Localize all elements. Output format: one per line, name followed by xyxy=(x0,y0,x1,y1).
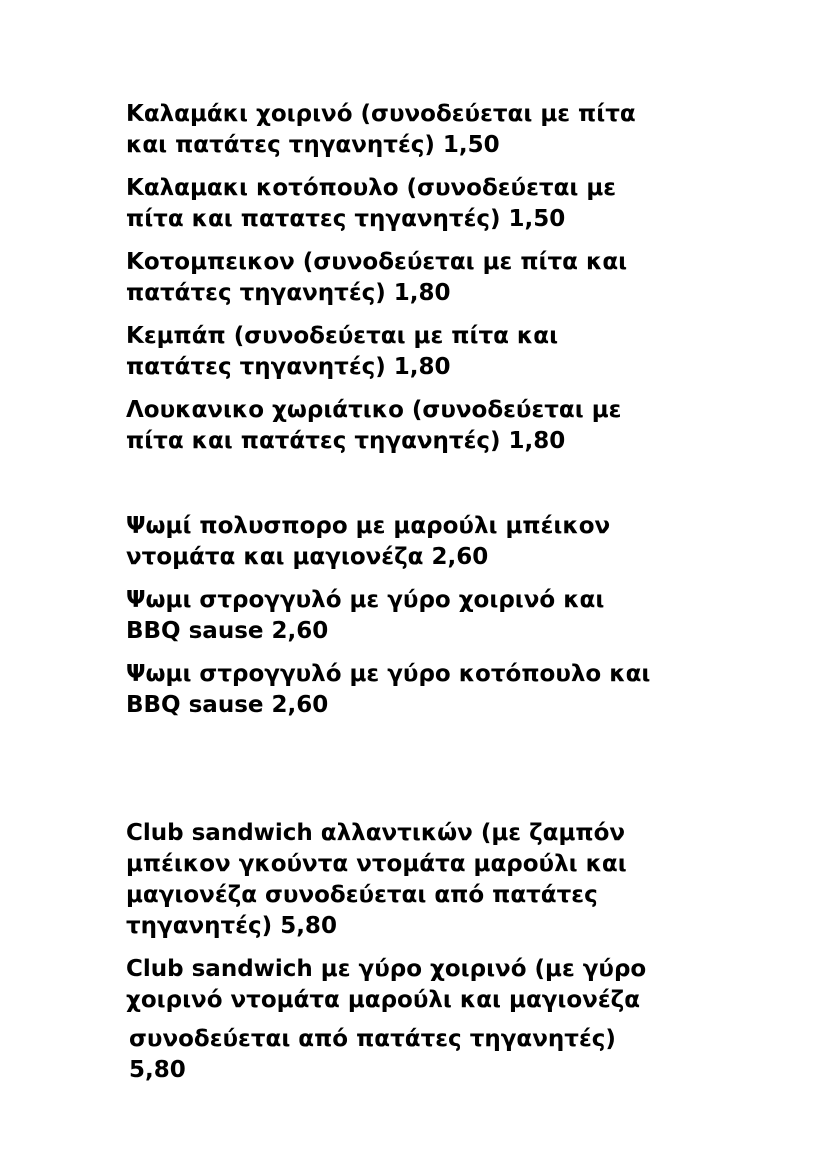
menu-item-kalamaki-chicken: Καλαμακι κοτόπουλο (συνοδεύεται με πίτα και πατατες τηγανητές) 1,50 xyxy=(126,175,617,232)
menu-item-round-bread-gyro-pork: Ψωμι στρογγυλό με γύρο χοιρινό και BBQ sause 2,60 xyxy=(126,587,605,644)
menu-item-round-bread-gyro-chicken: Ψωμι στρογγυλό με γύρο κοτόπουλο και BBQ sause 2,60 xyxy=(126,661,651,718)
menu-item-club-sandwich-gyro-pork: Club sandwich με γύρο χοιρινό (με γύρο χοιρινό ντομάτα μαρούλι και μαγιονέζα xyxy=(126,956,647,1013)
menu-item-multigrain-bread: Ψωμί πολυσπορο με μαρούλι μπέικον ντομάτα και μαγιονέζα 2,60 xyxy=(126,513,611,570)
menu-item-club-sandwich-cold-cuts: Club sandwich αλλαντικών (με ζαμπόν μπέικον γκούντα ντομάτα μαρούλι και μαγιονέζα συνοδεύεται από πατάτες τηγανητές) 5,80 xyxy=(126,820,627,939)
menu-item-kalamaki-pork: Καλαμάκι χοιρινό (συνοδεύεται με πίτα και πατάτες τηγανητές) 1,50 xyxy=(126,101,636,158)
menu-item-village-sausage: Λουκανικο χωριάτικο (συνοδεύεται με πίτα και πατάτες τηγανητές) 1,80 xyxy=(126,397,622,454)
menu-item-kotompeikon: Κοτομπεικον (συνοδεύεται με πίτα και πατάτες τηγανητές) 1,80 xyxy=(126,249,628,306)
menu-item-kebab: Κεμπάπ (συνοδεύεται με πίτα και πατάτες τηγανητές) 1,80 xyxy=(126,323,559,380)
menu-item-club-sandwich-gyro-pork-continued: συνοδεύεται από πατάτες τηγανητές) 5,80 xyxy=(129,1026,616,1083)
